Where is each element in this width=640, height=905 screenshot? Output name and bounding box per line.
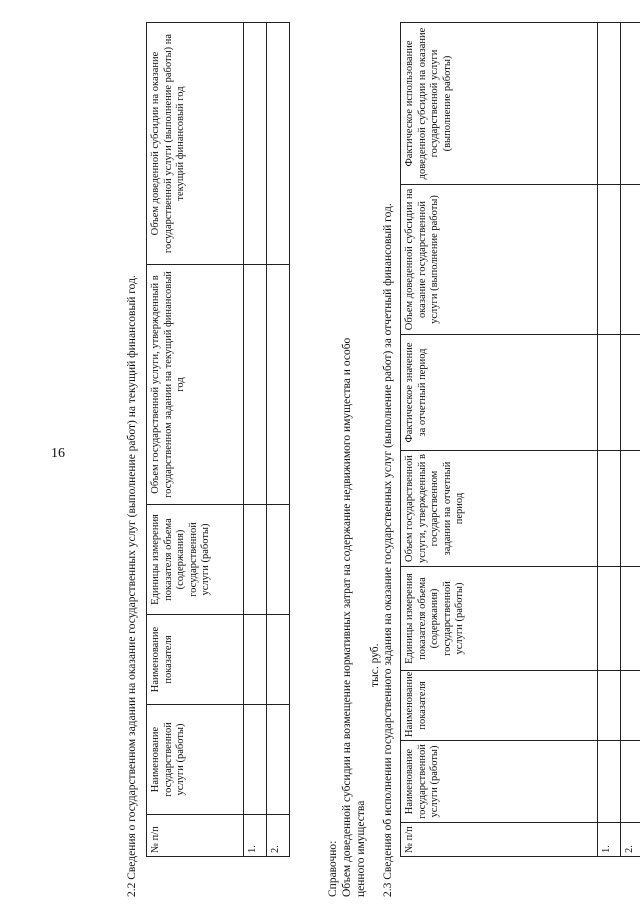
table-row bbox=[267, 23, 290, 857]
note-unit: тыс. руб. bbox=[369, 643, 381, 687]
section-2-3-table bbox=[400, 22, 640, 857]
table-cell: 2. bbox=[621, 823, 640, 857]
table-cell bbox=[244, 505, 267, 615]
column-header: Наименование показателя bbox=[147, 615, 244, 705]
table-cell bbox=[621, 451, 640, 567]
column-header: Наименование показателя bbox=[401, 671, 598, 741]
note-text: Объем доведенной субсидии на возмещение нормативных затрат на содержание недвижимого имущества и особо ценного имущества bbox=[341, 337, 367, 897]
note-label: Справочно: bbox=[327, 840, 339, 897]
table-cell bbox=[267, 615, 290, 705]
table-cell bbox=[621, 671, 640, 741]
table-cell bbox=[598, 741, 621, 823]
table-cell bbox=[267, 23, 290, 265]
column-header: № п/п bbox=[401, 823, 598, 857]
table-cell: 1. bbox=[244, 815, 267, 857]
table-header-row bbox=[147, 23, 244, 857]
table-cell bbox=[621, 335, 640, 451]
table-cell bbox=[598, 185, 621, 335]
table-cell bbox=[621, 741, 640, 823]
column-header: Наименование государственной услуги (работы) bbox=[147, 705, 244, 815]
column-header: Объем доведенной субсидии на оказание государственной услуги (выполнение работы) на текущий финансовый год bbox=[147, 23, 244, 265]
column-header: Объем государственной услуги, утвержденный в государственном задании на текущий финансовый год bbox=[147, 265, 244, 505]
table-cell: 1. bbox=[598, 823, 621, 857]
table-cell bbox=[267, 505, 290, 615]
table-row bbox=[244, 23, 267, 857]
section-2-2-title: 2.2 Сведения о государственном задании на оказание государственных услуг (выполнение работ) на текущий финансовый год. bbox=[126, 275, 138, 897]
column-header: Единицы измерения показателя объема (содержания) государственной услуги (работы) bbox=[401, 567, 598, 671]
column-header: Единицы измерения показателя объема (содержания) государственной услуги (работы) bbox=[147, 505, 244, 615]
table-header-row bbox=[401, 23, 598, 857]
table-cell bbox=[244, 265, 267, 505]
column-header: Объем государственной услуги, утвержденный в государственном задании на отчетный период bbox=[401, 451, 598, 567]
table-cell bbox=[598, 23, 621, 185]
column-header: Фактическое использование доведенной субсидии на оказание государственной услуги (выполнение работы) bbox=[401, 23, 598, 185]
table-cell bbox=[598, 451, 621, 567]
table-cell bbox=[621, 23, 640, 185]
table-row bbox=[621, 23, 640, 857]
page-number: 16 bbox=[51, 446, 65, 461]
table-cell bbox=[267, 265, 290, 505]
table-cell: 2. bbox=[267, 815, 290, 857]
table-cell bbox=[621, 185, 640, 335]
column-header: Наименование государственной услуги (работы) bbox=[401, 741, 598, 823]
table-cell bbox=[621, 567, 640, 671]
table-row bbox=[598, 23, 621, 857]
table-cell bbox=[598, 335, 621, 451]
column-header: № п/п bbox=[147, 815, 244, 857]
reference-note bbox=[326, 297, 382, 897]
table-cell bbox=[244, 705, 267, 815]
column-header: Фактическое значение за отчетный период bbox=[401, 335, 598, 451]
section-2-3-title: 2.3 Сведения об исполнении государственного задания на оказание государственных услуг (выполнение работ) за отчетный финансовый год. bbox=[382, 203, 394, 897]
table-cell bbox=[267, 705, 290, 815]
table-cell bbox=[244, 615, 267, 705]
column-header: Объем доведенной субсидии на оказание государственной услуги (выполнение работы) bbox=[401, 185, 598, 335]
table-cell bbox=[598, 567, 621, 671]
section-2-2-table bbox=[146, 22, 290, 857]
table-cell bbox=[244, 23, 267, 265]
table-cell bbox=[598, 671, 621, 741]
